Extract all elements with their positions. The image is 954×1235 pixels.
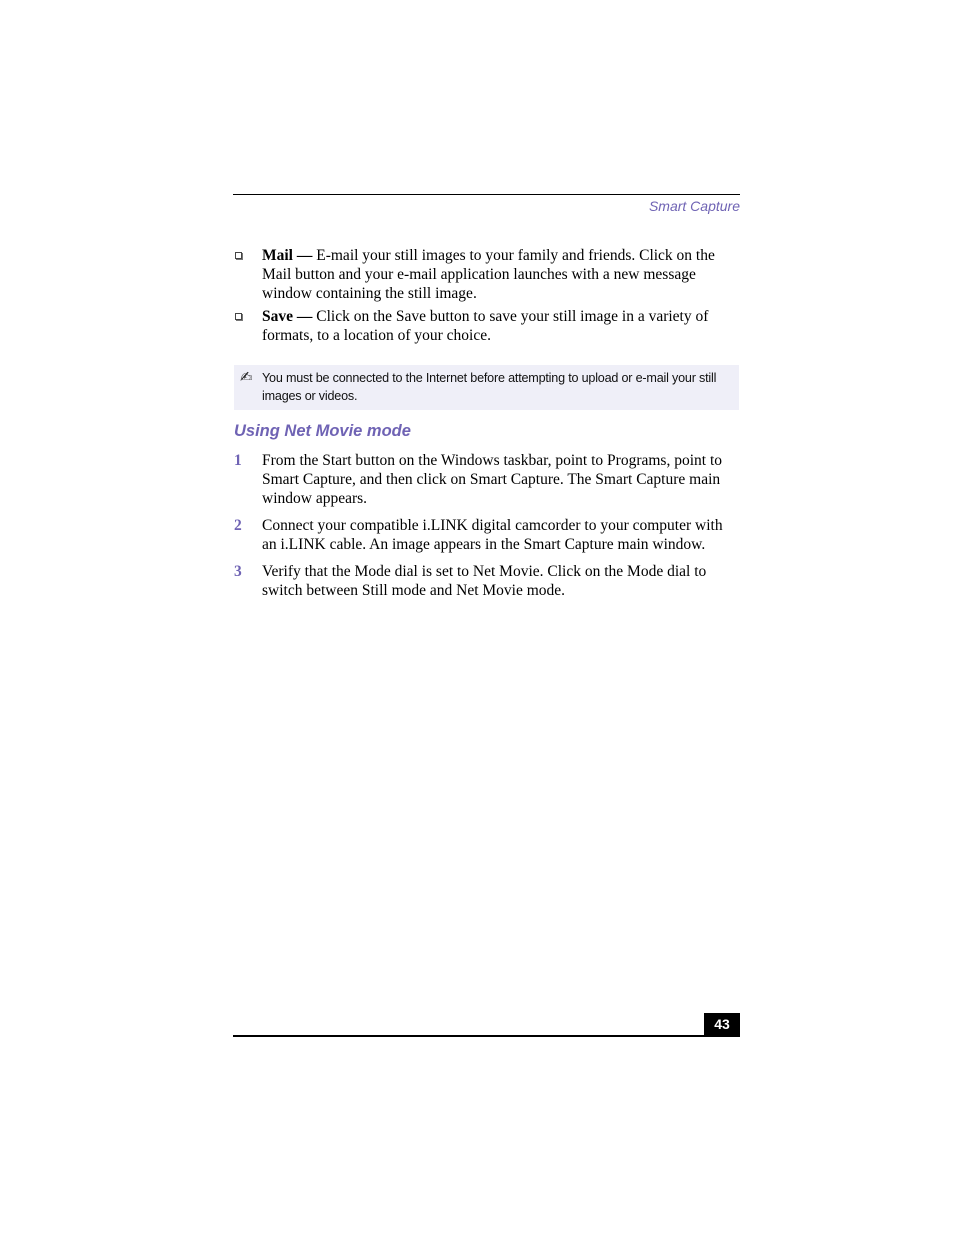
list-item — [233, 516, 733, 554]
footer-rule — [233, 1035, 740, 1037]
checkbox-bullet-icon — [235, 252, 242, 259]
checkbox-bullet-icon — [235, 313, 242, 320]
running-header: Smart Capture — [648, 198, 740, 214]
pencil-note-icon: ✍ — [240, 368, 253, 386]
bullet-term: Mail — — [262, 247, 313, 264]
step-text: From the Start button on the Windows taskbar, point to Programs, point to Smart Capture, and then click on Smart Capture. The Smart Capture main window appears. — [262, 452, 722, 507]
bullet-text: E-mail your still images to your family and friends. Click on the Mail button and your e-mail application launches with a new message window containing the still image. — [262, 247, 715, 302]
bullet-term: Save — — [262, 308, 313, 325]
bullet-list — [233, 246, 733, 349]
list-item — [233, 246, 733, 303]
section-heading: Using Net Movie mode — [234, 422, 411, 440]
step-list — [233, 451, 733, 608]
step-text: Verify that the Mode dial is set to Net Movie. Click on the Mode dial to switch between Still mode and Net Movie mode. — [262, 563, 707, 599]
header-rule — [233, 194, 740, 195]
step-text: Connect your compatible i.LINK digital camcorder to your computer with an i.LINK cable. An image appears in the Smart Capture main window. — [262, 517, 723, 553]
note-box — [234, 365, 739, 410]
list-item — [233, 562, 733, 600]
list-item — [233, 307, 733, 345]
step-number: 1 — [234, 452, 242, 469]
step-number: 2 — [234, 517, 242, 534]
bullet-text: Click on the Save button to save your still image in a variety of formats, to a location of your choice. — [262, 308, 709, 344]
note-text: You must be connected to the Internet before attempting to upload or e-mail your still images or videos. — [262, 371, 717, 403]
page-number: 43 — [704, 1013, 740, 1036]
list-item — [233, 451, 733, 508]
step-number: 3 — [234, 563, 242, 580]
